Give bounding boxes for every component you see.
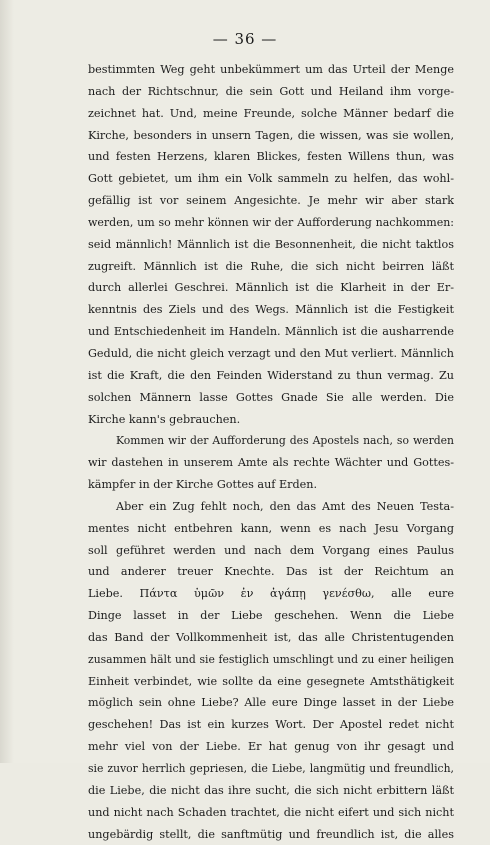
text-line: nach der Richtschnur, die sein Gott und Heiland ihm vorge- (88, 84, 454, 98)
text-line: und festen Herzens, klaren Blickes, festen Willens thun, was (88, 150, 454, 164)
text-line: zugreift. Männlich ist die Ruhe, die sich nicht beirren läßt (88, 259, 454, 273)
text-line: ist die Kraft, die den Feinden Widerstand zu thun vermag. Zu (88, 368, 454, 382)
text-line: mentes nicht entbehren kann, wenn es nach Jesu Vorgang (88, 521, 454, 535)
text-line: solchen Männern lasse Gottes Gnade Sie alle werden. Die (88, 390, 454, 404)
text-line: mehr viel von der Liebe. Er hat genug von ihr gesagt und (88, 740, 454, 754)
text-line: ungebärdig stellt, die sanftmütig und freundlich ist, die alles (88, 827, 454, 841)
text-line: kenntnis des Ziels und des Wegs. Männlich ist die Festigkeit (88, 303, 454, 317)
text-line: werden, um so mehr können wir der Aufforderung nachkommen: (88, 215, 454, 229)
text-line: Dinge lasset in der Liebe geschehen. Wenn die Liebe (88, 609, 454, 623)
text-line: Geduld, die nicht gleich verzagt und den Mut verliert. Männlich (88, 346, 454, 360)
text-line: Einheit verbindet, wie sollte da eine gesegnete Amtsthätigkeit (88, 674, 454, 688)
text-line: kämpfer in der Kirche Gottes auf Erden. (88, 478, 318, 492)
page-number: — 36 — (212, 30, 278, 48)
body-text (88, 59, 454, 845)
text-line: soll geführet werden und nach dem Vorgang eines Paulus (88, 543, 454, 557)
text-line: das Band der Vollkommenheit ist, das alle Christentugenden (88, 630, 454, 644)
text-line: möglich sein ohne Liebe? Alle eure Dinge lasset in der Liebe (88, 696, 454, 710)
text-line: durch allerlei Geschrei. Männlich ist die Klarheit in der Er- (88, 281, 454, 295)
text-line: zusammen hält und sie festiglich umschlingt und zu einer heiligen (88, 652, 454, 666)
text-line: und nicht nach Schaden trachtet, die nicht eifert und sich nicht (88, 805, 454, 819)
text-line: Kirche kann's gebrauchen. (88, 412, 241, 426)
text-line: und anderer treuer Knechte. Das ist der Reichtum an (88, 565, 454, 579)
text-line: Gott gebietet, um ihm ein Volk sammeln zu helfen, das wohl- (88, 172, 454, 186)
text-line: die Liebe, die nicht das ihre sucht, die sich nicht erbittern läßt (88, 783, 454, 797)
text-line: zeichnet hat. Und, meine Freunde, solche Männer bedarf die (88, 106, 454, 120)
text-line: gefällig ist vor seinem Angesichte. Je mehr wir aber stark (88, 194, 454, 208)
text-line: und Entschiedenheit im Handeln. Männlich ist die ausharrende (88, 325, 454, 339)
text-line: sie zuvor herrlich gepriesen, die Liebe, langmütig und freundlich, (88, 762, 454, 775)
text-line: Kirche, besonders in unsern Tagen, die wissen, was sie wollen, (88, 128, 454, 142)
text-line: bestimmten Weg geht unbekümmert um das Urteil der Menge (88, 63, 454, 76)
text-line: geschehen! Das ist ein kurzes Wort. Der Apostel redet nicht (88, 718, 454, 732)
text-line: Kommen wir der Aufforderung des Apostels nach, so werden (116, 434, 454, 448)
text-line: Aber ein Zug fehlt noch, den das Amt des Neuen Testa- (116, 499, 454, 513)
text-line: seid männlich! Männlich ist die Besonnenheit, die nicht taktlos (88, 237, 454, 251)
text-line: wir dastehen in unserem Amte als rechte Wächter und Gottes- (88, 456, 454, 470)
text-line: Liebe. Πάντα ὑμῶν ἐν ἀγάπῃ γενέσθω, alle eure (88, 587, 454, 601)
